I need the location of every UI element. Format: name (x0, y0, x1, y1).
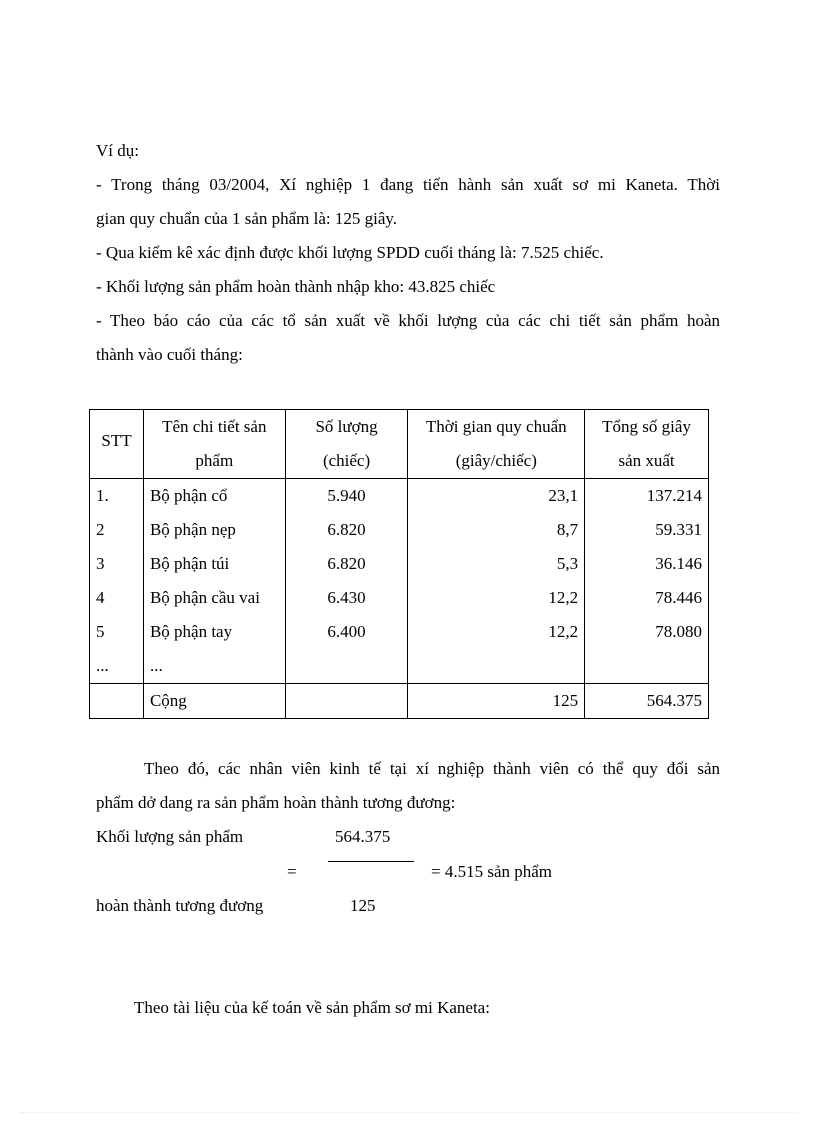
cell-qty: 6.400 (285, 615, 408, 649)
intro-line1-cont: gian quy chuẩn của 1 sản phẩm là: 125 giây. (96, 209, 398, 228)
page-bottom-rule (20, 1112, 796, 1113)
cell-name: Bộ phận túi (143, 547, 285, 581)
cell-qty: 6.820 (285, 513, 408, 547)
header-name (143, 410, 285, 479)
formula-result: = 4.515 sản phẩm (431, 862, 553, 881)
cell-time: 12,2 (408, 581, 585, 615)
cell-stt: 1. (90, 479, 144, 514)
intro-line1: - Trong tháng 03/2004, Xí nghiệp 1 đang tiến hành sản xuất sơ mi Kaneta. Thời (96, 175, 720, 194)
cell-total: 59.331 (585, 513, 709, 547)
cell-stt: 2 (90, 513, 144, 547)
table-row (90, 615, 709, 649)
intro-line2: - Qua kiểm kê xác định được khối lượng SPDD cuối tháng là: 7.525 chiếc. (96, 243, 604, 262)
cell-name: Bộ phận cầu vai (143, 581, 285, 615)
total-seconds: 564.375 (585, 684, 709, 719)
fraction-bar (328, 861, 414, 862)
formula-label-bottom: hoàn thành tương đương (96, 896, 264, 915)
table-row (90, 479, 709, 514)
table-header-row (90, 410, 709, 479)
cell-total: 137.214 (585, 479, 709, 514)
cell-time: 5,3 (408, 547, 585, 581)
header-qty-line2: (chiếc) (322, 451, 371, 470)
table-row (90, 513, 709, 547)
cell-stt: ... (90, 649, 144, 684)
cell-total (585, 649, 709, 684)
cell-time: 23,1 (408, 479, 585, 514)
header-qty-line1: Số lượng (315, 417, 378, 436)
cell-time: 12,2 (408, 615, 585, 649)
cell-stt: 5 (90, 615, 144, 649)
intro-line4-cont: thành vào cuối tháng: (96, 345, 243, 364)
table-row (90, 547, 709, 581)
total-qty (285, 684, 408, 719)
formula-equals: = (287, 862, 297, 881)
cell-total: 78.446 (585, 581, 709, 615)
cell-total: 78.080 (585, 615, 709, 649)
table-row (90, 649, 709, 684)
total-label: Cộng (143, 684, 285, 719)
intro-line3: - Khối lượng sản phẩm hoàn thành nhập kho: 43.825 chiếc (96, 277, 496, 296)
header-time-line2: (giây/chiếc) (455, 451, 537, 470)
total-stt (90, 684, 144, 719)
header-name-line1: Tên chi tiết sản (162, 417, 267, 436)
detail-table (89, 409, 709, 719)
cell-stt: 3 (90, 547, 144, 581)
cell-stt: 4 (90, 581, 144, 615)
cell-qty: 5.940 (285, 479, 408, 514)
cell-qty: 6.430 (285, 581, 408, 615)
table-total-row (90, 684, 709, 719)
cell-total: 36.146 (585, 547, 709, 581)
total-time: 125 (408, 684, 585, 719)
header-name-line2: phẩm (195, 451, 234, 470)
header-time-line1: Thời gian quy chuẩn (425, 417, 567, 436)
formula-denominator: 125 (350, 896, 376, 915)
header-stt: STT (90, 410, 144, 479)
header-total-line2: sản xuất (618, 451, 675, 470)
explanation-line1: Theo đó, các nhân viên kinh tế tại xí nghiệp thành viên có thể quy đổi sản (144, 759, 720, 778)
intro-line4: - Theo báo cáo của các tổ sản xuất về khối lượng của các chi tiết sản phẩm hoàn (96, 311, 720, 330)
cell-time: 8,7 (408, 513, 585, 547)
header-qty (285, 410, 408, 479)
cell-qty (285, 649, 408, 684)
header-total (585, 410, 709, 479)
formula-label-top: Khối lượng sản phẩm (96, 827, 244, 846)
formula-numerator: 564.375 (335, 827, 391, 846)
closing-line: Theo tài liệu của kế toán về sản phẩm sơ mi Kaneta: (134, 998, 490, 1017)
header-total-line1: Tổng số giây (602, 417, 691, 436)
cell-name: Bộ phận nẹp (143, 513, 285, 547)
intro-heading: Ví dụ: (96, 141, 139, 160)
table-row (90, 581, 709, 615)
explanation-line2: phẩm dở dang ra sản phẩm hoàn thành tương đương: (96, 793, 456, 812)
cell-time (408, 649, 585, 684)
cell-name: Bộ phận tay (143, 615, 285, 649)
cell-qty: 6.820 (285, 547, 408, 581)
cell-name: Bộ phận cổ (143, 479, 285, 514)
header-time (408, 410, 585, 479)
cell-name: ... (143, 649, 285, 684)
